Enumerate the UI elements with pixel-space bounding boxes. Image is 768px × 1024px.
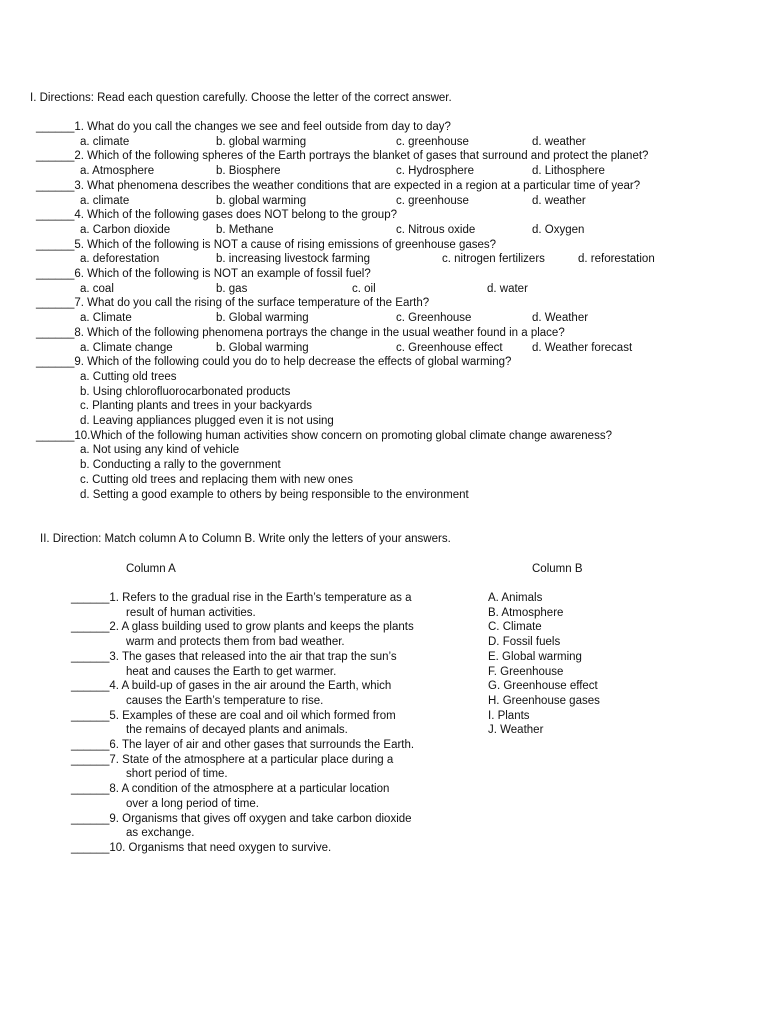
question-6-stem: ______6. Which of the following is NOT an example of fossil fuel? xyxy=(36,268,371,280)
question-10-option: d. Setting a good example to others by being responsible to the environment xyxy=(80,488,469,501)
question-9-stem: ______9. Which of the following could you do to help decrease the effects of global warming? xyxy=(36,356,512,369)
question-2-option: b. Biosphere xyxy=(216,165,281,178)
match-item-3: ______3. The gases that released into the air that trap the sun’s xyxy=(71,650,397,663)
question-9-option: d. Leaving appliances plugged even it is not using xyxy=(80,415,334,427)
question-6-option: b. gas xyxy=(216,282,248,295)
question-9-option: b. Using chlorofluorocarbonated products xyxy=(80,385,291,398)
choice-c: C. Climate xyxy=(488,621,542,634)
question-1-option: b. global warming xyxy=(216,135,307,148)
choice-i: I. Plants xyxy=(488,709,530,722)
question-3-option: c. greenhouse xyxy=(396,194,469,207)
question-7-option: d. Weather xyxy=(532,312,589,325)
match-item-9: ______9. Organisms that gives off oxygen and take carbon dioxide xyxy=(71,812,412,825)
column-b-header: Column B xyxy=(532,563,583,575)
question-4-option: c. Nitrous oxide xyxy=(396,223,476,236)
question-1-option: c. greenhouse xyxy=(396,135,469,148)
question-7-option: c. Greenhouse xyxy=(396,312,472,325)
choice-g: G. Greenhouse effect xyxy=(488,680,598,693)
match-item-6: ______6. The layer of air and other gases that surrounds the Earth. xyxy=(71,739,415,751)
question-6-option: a. coal xyxy=(80,282,114,295)
question-8-option: b. Global warming xyxy=(216,341,309,354)
question-1-stem: ______1. What do you call the changes we see and feel outside from day to day? xyxy=(36,121,451,133)
choice-b: B. Atmosphere xyxy=(488,606,564,619)
question-6-option: d. water xyxy=(487,282,528,295)
match-item-10: ______10. Organisms that need oxygen to survive. xyxy=(71,841,332,854)
question-4-stem: ______4. Which of the following gases does NOT belong to the group? xyxy=(36,209,397,222)
question-3-option: a. climate xyxy=(80,194,130,207)
column-a-header: Column A xyxy=(126,563,176,575)
question-2-option: a. Atmosphere xyxy=(80,165,155,178)
match-item-5-continued: the remains of decayed plants and animals. xyxy=(126,724,348,737)
choice-e: E. Global warming xyxy=(488,650,582,663)
question-7-option: b. Global warming xyxy=(216,312,309,325)
question-2-stem: ______2. Which of the following spheres of the Earth portrays the blanket of gases that surround and protect the planet? xyxy=(36,150,649,163)
question-5-option: b. increasing livestock farming xyxy=(216,253,371,266)
match-item-4: ______4. A build-up of gases in the air around the Earth, which xyxy=(71,680,392,693)
question-8-option: d. Weather forecast xyxy=(532,341,633,354)
part2-directions: II. Direction: Match column A to Column B. Write only the letters of your answers. xyxy=(40,533,451,545)
question-8-option: c. Greenhouse effect xyxy=(396,341,503,354)
question-10-option: a. Not using any kind of vehicle xyxy=(80,444,240,457)
match-item-1-continued: result of human activities. xyxy=(126,606,256,619)
choice-h: H. Greenhouse gases xyxy=(488,694,600,707)
question-1-option: d. weather xyxy=(532,135,586,148)
match-item-2: ______2. A glass building used to grow plants and keeps the plants xyxy=(71,621,414,634)
question-1-option: a. climate xyxy=(80,135,130,148)
question-5-option: c. nitrogen fertilizers xyxy=(442,253,545,266)
question-4-option: d. Oxygen xyxy=(532,223,585,236)
match-item-8-continued: over a long period of time. xyxy=(126,797,259,810)
match-item-3-continued: heat and causes the Earth to get warmer. xyxy=(126,665,337,678)
question-3-stem: ______3. What phenomena describes the weather conditions that are expected in a region at a particular time of year? xyxy=(36,179,641,192)
choice-a: A. Animals xyxy=(488,592,543,604)
question-7-option: a. Climate xyxy=(80,312,132,325)
question-5-stem: ______5. Which of the following is NOT a cause of rising emissions of greenhouse gases? xyxy=(36,238,497,251)
match-item-5: ______5. Examples of these are coal and oil which formed from xyxy=(71,709,396,722)
match-item-7-continued: short period of time. xyxy=(126,768,228,781)
match-item-4-continued: causes the Earth’s temperature to rise. xyxy=(126,694,324,707)
question-8-option: a. Climate change xyxy=(80,341,173,354)
match-item-1: ______1. Refers to the gradual rise in the Earth’s temperature as a xyxy=(71,592,412,604)
choice-j: J. Weather xyxy=(488,724,544,737)
question-2-option: d. Lithosphere xyxy=(532,165,605,178)
choice-f: F. Greenhouse xyxy=(488,665,564,678)
question-5-option: a. deforestation xyxy=(80,253,160,266)
question-2-option: c. Hydrosphere xyxy=(396,165,474,178)
question-6-option: c. oil xyxy=(352,282,376,295)
match-item-2-continued: warm and protects them from bad weather. xyxy=(126,636,345,649)
question-3-option: d. weather xyxy=(532,194,586,207)
question-4-option: a. Carbon dioxide xyxy=(80,223,171,236)
match-item-9-continued: as exchange. xyxy=(126,827,195,840)
question-4-option: b. Methane xyxy=(216,223,274,236)
question-10-option: c. Cutting old trees and replacing them with new ones xyxy=(80,473,353,486)
match-item-7: ______7. State of the atmosphere at a particular place during a xyxy=(71,753,394,766)
question-7-stem: ______7. What do you call the rising of the surface temperature of the Earth? xyxy=(36,297,430,310)
part1-directions: I. Directions: Read each question carefully. Choose the letter of the correct answer. xyxy=(30,92,452,104)
question-8-stem: ______8. Which of the following phenomena portrays the change in the usual weather found in a place? xyxy=(36,326,565,339)
question-9-option: c. Planting plants and trees in your backyards xyxy=(80,400,313,413)
match-item-8: ______8. A condition of the atmosphere at a particular location xyxy=(71,783,390,796)
question-3-option: b. global warming xyxy=(216,194,307,207)
question-9-option: a. Cutting old trees xyxy=(80,370,177,383)
question-5-option: d. reforestation xyxy=(578,253,655,266)
choice-d: D. Fossil fuels xyxy=(488,636,561,649)
question-10-option: b. Conducting a rally to the government xyxy=(80,459,281,472)
question-10-stem: ______10.Which of the following human activities show concern on promoting global climate change awareness? xyxy=(36,429,612,442)
